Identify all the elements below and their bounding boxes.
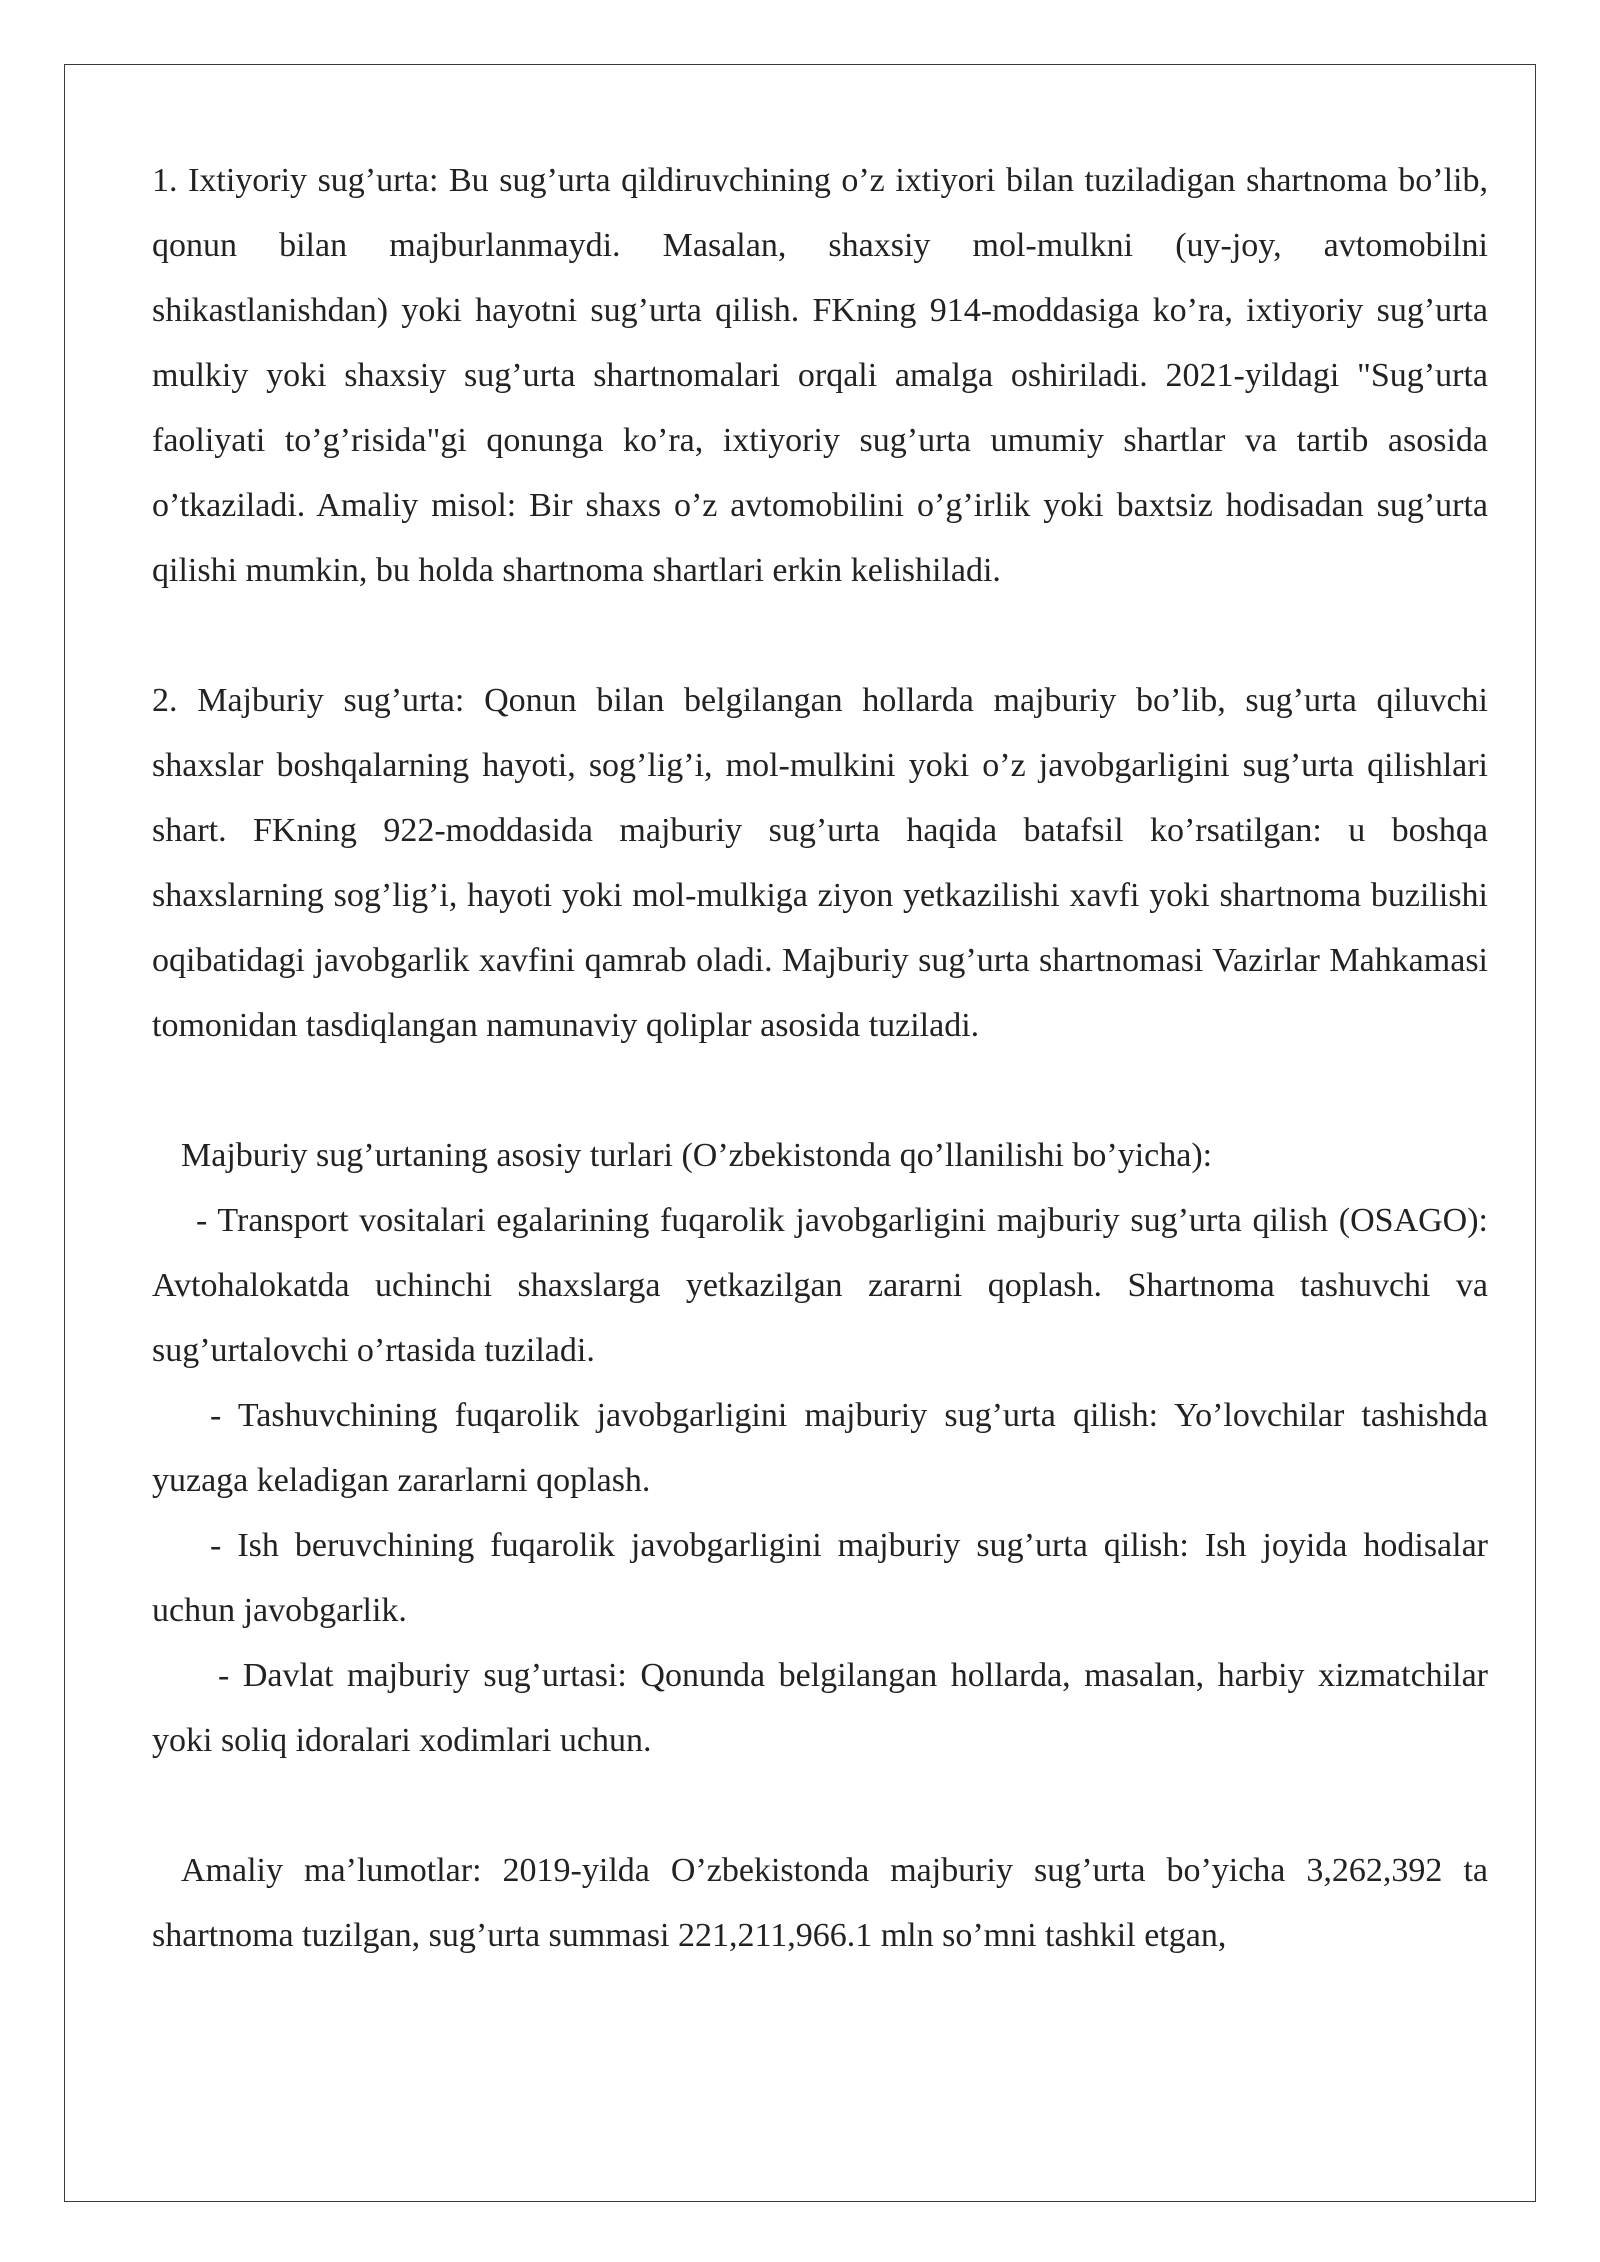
paragraph-types-heading: Majburiy sug’urtaning asosiy turlari (O’zbekistonda qo’llanilishi bo’yicha): [181,1137,1213,1174]
list-item-employer-liability: - Ish beruvchining fuqarolik javobgarligini majburiy sug’urta qilish: Ish joyida hodisalar uchun javobgarlik. [152,1527,1488,1629]
list-item-osago: - Transport vositalari egalarining fuqarolik javobgarligini majburiy sug’urta qilish (OSAGO): Avtohalokatda uchinchi shaxslarga yetkazilgan zararni qoplash. Shartnoma tashuvchi va sug’urtalovchi o’rtasida tuziladi. [152,1202,1488,1369]
paragraph-voluntary-insurance: 1. Ixtiyoriy sug’urta: Bu sug’urta qildiruvchining o’z ixtiyori bilan tuziladigan shartnoma bo’lib, qonun bilan majburlanmaydi. Masalan, shaxsiy mol-mulkni (uy-joy, avtomobilni shikastlanishdan) yoki hayotni sug’urta qilish. FKning 914-moddasiga ko’ra, ixtiyoriy sug’urta mulkiy yoki shaxsiy sug’urta shartnomalari orqali amalga oshiriladi. 2021-yildagi "Sug’urta faoliyati to’g’risida"gi qonunga ko’ra, ixtiyoriy sug’urta umumiy shartlar va tartib asosida o’tkaziladi. Amaliy misol: Bir shaxs o’z avtomobilini o’g’irlik yoki baxtsiz hodisadan sug’urta qilishi mumkin, bu holda shartnoma shartlari erkin kelishiladi. [152,162,1488,589]
paragraph-practical-data: Amaliy ma’lumotlar: 2019-yilda O’zbekistonda majburiy sug’urta bo’yicha 3,262,392 ta shartnoma tuzilgan, sug’urta summasi 221,211,966.1 mln so’mni tashkil etgan, [152,1852,1488,1954]
paragraph-gap [152,1773,1488,1838]
list-item-carrier-liability: - Tashuvchining fuqarolik javobgarligini majburiy sug’urta qilish: Yo’lovchilar tashishda yuzaga keladigan zararlarni qoplash. [152,1397,1488,1499]
document-body [152,148,1488,1968]
paragraph-compulsory-insurance: 2. Majburiy sug’urta: Qonun bilan belgilangan hollarda majburiy bo’lib, sug’urta qiluvchi shaxslar boshqalarning hayoti, sog’lig’i, mol-mulkini yoki o’z javobgarligini sug’urta qilishlari shart. FKning 922-moddasida majburiy sug’urta haqida batafsil ko’rsatilgan: u boshqa shaxslarning sog’lig’i, hayoti yoki mol-mulkiga ziyon yetkazilishi xavfi yoki shartnoma buzilishi oqibatidagi javobgarlik xavfini qamrab oladi. Majburiy sug’urta shartnomasi Vazirlar Mahkamasi tomonidan tasdiqlangan namunaviy qoliplar asosida tuziladi. [152,682,1488,1044]
list-item-state-insurance: - Davlat majburiy sug’urtasi: Qonunda belgilangan hollarda, masalan, harbiy xizmatchilar yoki soliq idoralari xodimlari uchun. [152,1657,1488,1759]
paragraph-gap [152,1058,1488,1123]
paragraph-gap [152,603,1488,668]
